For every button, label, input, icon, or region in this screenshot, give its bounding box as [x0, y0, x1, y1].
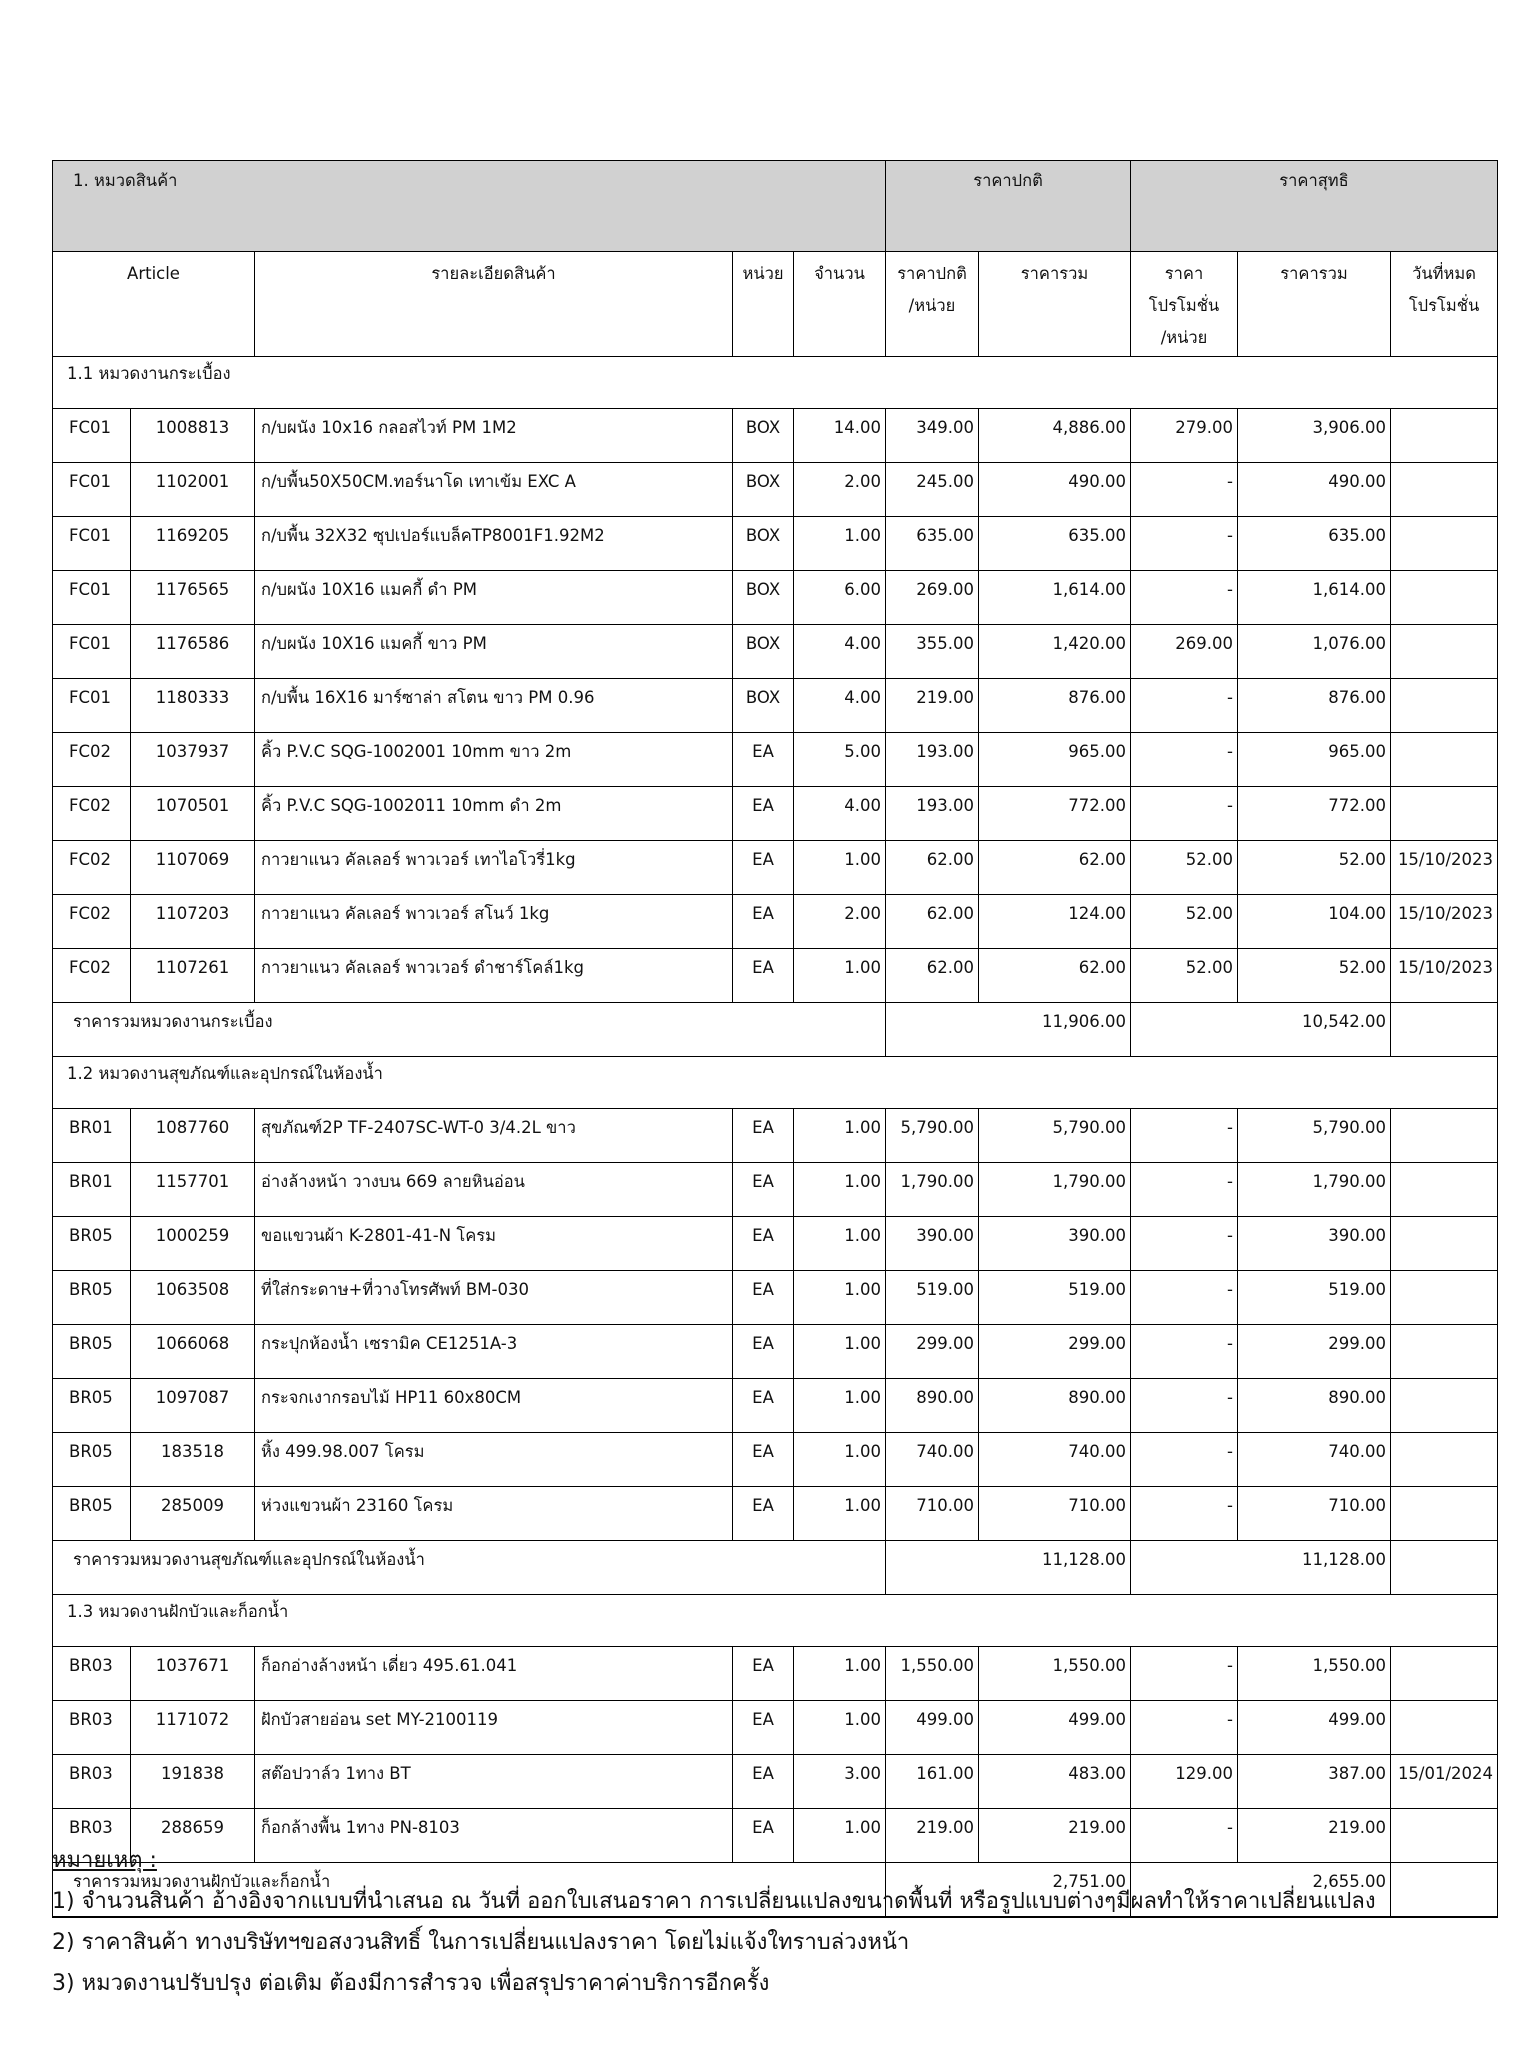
item-group-code: FC01 [53, 625, 131, 679]
note-line-1: 1) จำนวนสินค้า อ้างอิงจากแบบที่นำเสนอ ณ วันที่ ออกใบเสนอราคา การเปลี่ยนแปลงขนาดพื้นที่ หรือรูปแบบต่างๆมีผลทำให้ราคาเปลี่ยนแปลง [52, 1889, 1376, 1914]
item-unit: EA [733, 787, 794, 841]
item-unit-price: 62.00 [886, 895, 979, 949]
item-description: ก็อกอ่างล้างหน้า เดี่ยว 495.61.041 [255, 1647, 733, 1701]
item-promo-end [1391, 1271, 1498, 1325]
col-promo-price [1131, 252, 1238, 357]
item-total: 1,550.00 [979, 1647, 1131, 1701]
item-unit: EA [733, 1379, 794, 1433]
item-unit: EA [733, 1217, 794, 1271]
item-promo-price: 279.00 [1131, 409, 1238, 463]
item-total: 5,790.00 [979, 1109, 1131, 1163]
item-article: 1176565 [131, 571, 255, 625]
item-promo-end [1391, 1109, 1498, 1163]
item-promo-price: 52.00 [1131, 949, 1238, 1003]
col-promo-end-line1: วันที่หมด [1412, 264, 1476, 283]
item-promo-price: - [1131, 1217, 1238, 1271]
section-title: 1.1 หมวดงานกระเบื้อง [53, 357, 1498, 409]
item-unit: EA [733, 1647, 794, 1701]
item-unit-price: 161.00 [886, 1755, 979, 1809]
item-total: 499.00 [979, 1701, 1131, 1755]
item-quantity: 1.00 [794, 1379, 886, 1433]
table-row [53, 571, 1498, 625]
item-group-code: BR05 [53, 1271, 131, 1325]
item-description: อ่างล้างหน้า วางบน 669 ลายหินอ่อน [255, 1163, 733, 1217]
item-net-total: 490.00 [1238, 463, 1391, 517]
table-row [53, 463, 1498, 517]
subtotal-net: 10,542.00 [1131, 1003, 1391, 1057]
item-article: 285009 [131, 1487, 255, 1541]
item-unit: EA [733, 1487, 794, 1541]
item-net-total: 387.00 [1238, 1755, 1391, 1809]
item-unit-price: 519.00 [886, 1271, 979, 1325]
item-promo-end [1391, 409, 1498, 463]
item-promo-price: - [1131, 571, 1238, 625]
item-description: ก/บผนัง 10X16 แมคกี้ ดำ PM [255, 571, 733, 625]
table-row [53, 1487, 1498, 1541]
section-title: 1.3 หมวดงานฝักบัวและก็อกน้ำ [53, 1595, 1498, 1647]
table-row [53, 1379, 1498, 1433]
item-group-code: BR01 [53, 1109, 131, 1163]
item-unit-price: 890.00 [886, 1379, 979, 1433]
item-promo-price: 129.00 [1131, 1755, 1238, 1809]
item-unit: EA [733, 1325, 794, 1379]
item-net-total: 635.00 [1238, 517, 1391, 571]
item-promo-price: 52.00 [1131, 895, 1238, 949]
table-row [53, 733, 1498, 787]
item-total: 1,420.00 [979, 625, 1131, 679]
item-promo-end [1391, 1433, 1498, 1487]
item-unit-price: 740.00 [886, 1433, 979, 1487]
note-line-2: 2) ราคาสินค้า ทางบริษัทฯขอสงวนสิทธิ์ ในการเปลี่ยนแปลงราคา โดยไม่แจ้งใทราบล่วงหน้า [52, 1930, 910, 1955]
item-unit: EA [733, 1755, 794, 1809]
item-unit: EA [733, 1271, 794, 1325]
item-unit-price: 219.00 [886, 1809, 979, 1863]
net-price-group-header: ราคาสุทธิ [1131, 161, 1498, 252]
item-description: หิ้ง 499.98.007 โครม [255, 1433, 733, 1487]
item-group-code: FC02 [53, 733, 131, 787]
item-article: 1037671 [131, 1647, 255, 1701]
item-total: 890.00 [979, 1379, 1131, 1433]
item-article: 1176586 [131, 625, 255, 679]
table-row [53, 1271, 1498, 1325]
subtotal-net: 11,128.00 [1131, 1541, 1391, 1595]
item-description: กระจกเงากรอบไม้ HP11 60x80CM [255, 1379, 733, 1433]
item-group-code: BR05 [53, 1379, 131, 1433]
item-total: 219.00 [979, 1809, 1131, 1863]
item-quantity: 5.00 [794, 733, 886, 787]
item-unit: BOX [733, 409, 794, 463]
item-promo-price: - [1131, 1379, 1238, 1433]
item-group-code: FC01 [53, 409, 131, 463]
item-quantity: 6.00 [794, 571, 886, 625]
item-description: กาวยาแนว คัลเลอร์ พาวเวอร์ ดำชาร์โคล์1kg [255, 949, 733, 1003]
column-header-row [53, 252, 1498, 357]
table-row [53, 1217, 1498, 1271]
item-promo-end: 15/01/2024 [1391, 1755, 1498, 1809]
item-total: 390.00 [979, 1217, 1131, 1271]
item-unit: EA [733, 1163, 794, 1217]
quotation-sheet [52, 160, 1494, 1918]
item-article: 1000259 [131, 1217, 255, 1271]
col-quantity: จำนวน [794, 252, 886, 357]
item-total: 740.00 [979, 1433, 1131, 1487]
item-net-total: 1,614.00 [1238, 571, 1391, 625]
item-group-code: FC01 [53, 463, 131, 517]
item-promo-price: - [1131, 517, 1238, 571]
col-normal-unit-price [886, 252, 979, 357]
item-unit-price: 5,790.00 [886, 1109, 979, 1163]
item-promo-price: - [1131, 1271, 1238, 1325]
item-description: คิ้ว P.V.C SQG-1002011 10mm ดำ 2m [255, 787, 733, 841]
item-group-code: BR03 [53, 1755, 131, 1809]
item-net-total: 710.00 [1238, 1487, 1391, 1541]
item-description: ก/บผนัง 10X16 แมคกี้ ขาว PM [255, 625, 733, 679]
table-row [53, 787, 1498, 841]
item-quantity: 1.00 [794, 1701, 886, 1755]
col-promo-price-line2: โปรโมชั่น [1148, 296, 1220, 315]
quotation-table [52, 160, 1498, 1918]
subtotal-label: ราคารวมหมวดงานฝักบัวและก็อกน้ำ [53, 1863, 886, 1918]
item-promo-end [1391, 1379, 1498, 1433]
item-net-total: 519.00 [1238, 1271, 1391, 1325]
subtotal-normal: 2,751.00 [886, 1863, 1131, 1918]
item-total: 124.00 [979, 895, 1131, 949]
item-article: 1008813 [131, 409, 255, 463]
item-quantity: 3.00 [794, 1755, 886, 1809]
subtotal-row [53, 1541, 1498, 1595]
table-row [53, 841, 1498, 895]
item-net-total: 890.00 [1238, 1379, 1391, 1433]
item-description: ฝักบัวสายอ่อน set MY-2100119 [255, 1701, 733, 1755]
item-promo-price: - [1131, 1647, 1238, 1701]
item-net-total: 740.00 [1238, 1433, 1391, 1487]
item-unit: EA [733, 1433, 794, 1487]
item-net-total: 1,550.00 [1238, 1647, 1391, 1701]
section-title: 1.2 หมวดงานสุขภัณฑ์และอุปกรณ์ในห้องน้ำ [53, 1057, 1498, 1109]
quotation-table-body [53, 161, 1498, 1918]
item-article: 1180333 [131, 679, 255, 733]
item-group-code: BR01 [53, 1163, 131, 1217]
item-description: คิ้ว P.V.C SQG-1002001 10mm ขาว 2m [255, 733, 733, 787]
item-quantity: 14.00 [794, 409, 886, 463]
item-quantity: 1.00 [794, 1487, 886, 1541]
item-net-total: 876.00 [1238, 679, 1391, 733]
item-description: ที่ใส่กระดาษ+ที่วางโทรศัพท์ BM-030 [255, 1271, 733, 1325]
item-net-total: 390.00 [1238, 1217, 1391, 1271]
item-unit-price: 349.00 [886, 409, 979, 463]
item-unit: EA [733, 1701, 794, 1755]
item-unit-price: 62.00 [886, 949, 979, 1003]
table-row [53, 517, 1498, 571]
item-group-code: BR05 [53, 1217, 131, 1271]
item-unit: EA [733, 949, 794, 1003]
item-promo-end: 15/10/2023 [1391, 841, 1498, 895]
item-promo-end [1391, 517, 1498, 571]
item-promo-price: - [1131, 1433, 1238, 1487]
col-promo-end-line2: โปรโมชั่น [1408, 296, 1480, 315]
item-unit-price: 245.00 [886, 463, 979, 517]
item-total: 772.00 [979, 787, 1131, 841]
notes-title: หมายเหตุ : [52, 1848, 157, 1873]
item-description: กาวยาแนว คัลเลอร์ พาวเวอร์ สโนว์ 1kg [255, 895, 733, 949]
item-net-total: 772.00 [1238, 787, 1391, 841]
item-article: 1066068 [131, 1325, 255, 1379]
item-description: ขอแขวนผ้า K-2801-41-N โครม [255, 1217, 733, 1271]
item-promo-end: 15/10/2023 [1391, 949, 1498, 1003]
table-row [53, 679, 1498, 733]
item-group-code: BR03 [53, 1647, 131, 1701]
item-net-total: 219.00 [1238, 1809, 1391, 1863]
item-description: ก/บผนัง 10x16 กลอสไวท์ PM 1M2 [255, 409, 733, 463]
item-unit: BOX [733, 625, 794, 679]
normal-price-group-header: ราคาปกติ [886, 161, 1131, 252]
category-title: 1. หมวดสินค้า [53, 161, 886, 252]
item-total: 483.00 [979, 1755, 1131, 1809]
item-promo-price: - [1131, 787, 1238, 841]
item-unit: EA [733, 1109, 794, 1163]
item-net-total: 52.00 [1238, 949, 1391, 1003]
table-row [53, 1433, 1498, 1487]
item-group-code: BR05 [53, 1487, 131, 1541]
note-line-3: 3) หมวดงานปรับปรุง ต่อเติม ต้องมีการสำรวจ เพื่อสรุปราคาค่าบริการอีกครั้ง [52, 1971, 770, 1996]
item-promo-end [1391, 463, 1498, 517]
item-quantity: 1.00 [794, 841, 886, 895]
item-promo-end: 15/10/2023 [1391, 895, 1498, 949]
item-unit-price: 355.00 [886, 625, 979, 679]
item-description: ก/บพื้น50X50CM.ทอร์นาโด เทาเข้ม EXC A [255, 463, 733, 517]
item-promo-end [1391, 1647, 1498, 1701]
table-row [53, 625, 1498, 679]
item-article: 288659 [131, 1809, 255, 1863]
item-unit-price: 193.00 [886, 733, 979, 787]
item-article: 1169205 [131, 517, 255, 571]
item-quantity: 2.00 [794, 463, 886, 517]
item-promo-end [1391, 1487, 1498, 1541]
col-unit: หน่วย [733, 252, 794, 357]
item-group-code: FC02 [53, 841, 131, 895]
item-total: 62.00 [979, 949, 1131, 1003]
item-unit-price: 499.00 [886, 1701, 979, 1755]
item-promo-end [1391, 1217, 1498, 1271]
col-description: รายละเอียดสินค้า [255, 252, 733, 357]
item-net-total: 52.00 [1238, 841, 1391, 895]
item-promo-price: - [1131, 679, 1238, 733]
item-group-code: FC02 [53, 949, 131, 1003]
subtotal-blank [1391, 1541, 1498, 1595]
table-row [53, 1701, 1498, 1755]
item-total: 876.00 [979, 679, 1131, 733]
item-quantity: 1.00 [794, 1647, 886, 1701]
item-article: 1107203 [131, 895, 255, 949]
subtotal-label: ราคารวมหมวดงานสุขภัณฑ์และอุปกรณ์ในห้องน้ำ [53, 1541, 886, 1595]
table-row [53, 1755, 1498, 1809]
item-group-code: BR03 [53, 1701, 131, 1755]
item-promo-end [1391, 679, 1498, 733]
item-article: 1171072 [131, 1701, 255, 1755]
item-quantity: 2.00 [794, 895, 886, 949]
item-total: 710.00 [979, 1487, 1131, 1541]
item-unit-price: 1,790.00 [886, 1163, 979, 1217]
item-article: 183518 [131, 1433, 255, 1487]
item-net-total: 104.00 [1238, 895, 1391, 949]
col-article: Article [53, 252, 255, 357]
item-promo-price: - [1131, 1701, 1238, 1755]
item-net-total: 965.00 [1238, 733, 1391, 787]
item-promo-end [1391, 1163, 1498, 1217]
item-unit-price: 219.00 [886, 679, 979, 733]
item-description: กระปุกห้องน้ำ เซรามิค CE1251A-3 [255, 1325, 733, 1379]
col-promo-price-line1: ราคา [1164, 264, 1204, 283]
item-total: 635.00 [979, 517, 1131, 571]
item-promo-price: - [1131, 733, 1238, 787]
item-total: 965.00 [979, 733, 1131, 787]
item-unit-price: 635.00 [886, 517, 979, 571]
item-group-code: BR05 [53, 1433, 131, 1487]
col-normal-unit-price-line1: ราคาปกติ [897, 264, 967, 283]
item-unit-price: 62.00 [886, 841, 979, 895]
item-group-code: FC02 [53, 787, 131, 841]
item-net-total: 299.00 [1238, 1325, 1391, 1379]
item-net-total: 1,790.00 [1238, 1163, 1391, 1217]
item-article: 1070501 [131, 787, 255, 841]
item-total: 519.00 [979, 1271, 1131, 1325]
col-normal-total: ราคารวม [979, 252, 1131, 357]
item-quantity: 4.00 [794, 625, 886, 679]
item-unit: BOX [733, 679, 794, 733]
section-header-row [53, 1595, 1498, 1647]
item-total: 299.00 [979, 1325, 1131, 1379]
item-unit-price: 299.00 [886, 1325, 979, 1379]
item-promo-price: - [1131, 1325, 1238, 1379]
item-group-code: BR03 [53, 1809, 131, 1863]
col-net-total: ราคารวม [1238, 252, 1391, 357]
item-unit: EA [733, 733, 794, 787]
item-description: สต๊อปวาล์ว 1ทาง BT [255, 1755, 733, 1809]
item-article: 1087760 [131, 1109, 255, 1163]
item-quantity: 1.00 [794, 1809, 886, 1863]
item-promo-price: - [1131, 1809, 1238, 1863]
notes-block [52, 1840, 1492, 2004]
item-quantity: 1.00 [794, 949, 886, 1003]
item-quantity: 1.00 [794, 1433, 886, 1487]
item-total: 490.00 [979, 463, 1131, 517]
item-unit: BOX [733, 517, 794, 571]
item-total: 1,790.00 [979, 1163, 1131, 1217]
item-quantity: 1.00 [794, 1325, 886, 1379]
item-group-code: FC01 [53, 679, 131, 733]
item-description: ก/บพื้น 16X16 มาร์ซาล่า สโตน ขาว PM 0.96 [255, 679, 733, 733]
category-header-row [53, 161, 1498, 252]
item-quantity: 1.00 [794, 1217, 886, 1271]
item-quantity: 1.00 [794, 1163, 886, 1217]
item-unit-price: 193.00 [886, 787, 979, 841]
subtotal-normal: 11,906.00 [886, 1003, 1131, 1057]
item-quantity: 4.00 [794, 679, 886, 733]
item-promo-price: - [1131, 463, 1238, 517]
item-promo-price: - [1131, 1163, 1238, 1217]
table-row [53, 1647, 1498, 1701]
item-unit: BOX [733, 463, 794, 517]
item-group-code: FC02 [53, 895, 131, 949]
section-header-row [53, 1057, 1498, 1109]
item-group-code: BR05 [53, 1325, 131, 1379]
item-total: 62.00 [979, 841, 1131, 895]
item-article: 1157701 [131, 1163, 255, 1217]
table-row [53, 949, 1498, 1003]
item-promo-price: - [1131, 1109, 1238, 1163]
item-unit-price: 1,550.00 [886, 1647, 979, 1701]
item-promo-end [1391, 1325, 1498, 1379]
item-promo-price: 269.00 [1131, 625, 1238, 679]
item-description: ก/บพื้น 32X32 ซุปเปอร์แบล็คTP8001F1.92M2 [255, 517, 733, 571]
item-net-total: 5,790.00 [1238, 1109, 1391, 1163]
item-total: 1,614.00 [979, 571, 1131, 625]
item-unit: EA [733, 841, 794, 895]
item-total: 4,886.00 [979, 409, 1131, 463]
item-unit-price: 269.00 [886, 571, 979, 625]
item-article: 1107069 [131, 841, 255, 895]
item-article: 1097087 [131, 1379, 255, 1433]
item-net-total: 3,906.00 [1238, 409, 1391, 463]
subtotal-row [53, 1003, 1498, 1057]
item-unit-price: 710.00 [886, 1487, 979, 1541]
col-promo-end [1391, 252, 1498, 357]
item-article: 1037937 [131, 733, 255, 787]
item-unit: EA [733, 1809, 794, 1863]
table-row [53, 1325, 1498, 1379]
item-promo-end [1391, 625, 1498, 679]
item-description: ก็อกล้างพื้น 1ทาง PN-8103 [255, 1809, 733, 1863]
item-article: 191838 [131, 1755, 255, 1809]
item-group-code: FC01 [53, 517, 131, 571]
item-group-code: FC01 [53, 571, 131, 625]
item-net-total: 1,076.00 [1238, 625, 1391, 679]
item-promo-end [1391, 1701, 1498, 1755]
subtotal-normal: 11,128.00 [886, 1541, 1131, 1595]
table-row [53, 1163, 1498, 1217]
table-row [53, 1109, 1498, 1163]
table-row [53, 409, 1498, 463]
subtotal-label: ราคารวมหมวดงานกระเบื้อง [53, 1003, 886, 1057]
table-row [53, 895, 1498, 949]
subtotal-blank [1391, 1003, 1498, 1057]
item-unit-price: 390.00 [886, 1217, 979, 1271]
subtotal-net: 2,655.00 [1131, 1863, 1391, 1918]
col-promo-price-line3: /หน่วย [1160, 328, 1208, 347]
section-header-row [53, 357, 1498, 409]
item-promo-end [1391, 787, 1498, 841]
item-unit: EA [733, 895, 794, 949]
item-promo-end [1391, 733, 1498, 787]
item-quantity: 4.00 [794, 787, 886, 841]
item-net-total: 499.00 [1238, 1701, 1391, 1755]
item-quantity: 1.00 [794, 1271, 886, 1325]
col-normal-unit-price-line2: /หน่วย [908, 296, 956, 315]
item-quantity: 1.00 [794, 517, 886, 571]
item-article: 1107261 [131, 949, 255, 1003]
item-quantity: 1.00 [794, 1109, 886, 1163]
item-article: 1102001 [131, 463, 255, 517]
item-description: กาวยาแนว คัลเลอร์ พาวเวอร์ เทาไอโวรี่1kg [255, 841, 733, 895]
item-article: 1063508 [131, 1271, 255, 1325]
item-description: สุขภัณฑ์2P TF-2407SC-WT-0 3/4.2L ขาว [255, 1109, 733, 1163]
item-promo-end [1391, 571, 1498, 625]
item-promo-price: 52.00 [1131, 841, 1238, 895]
item-promo-price: - [1131, 1487, 1238, 1541]
item-description: ห่วงแขวนผ้า 23160 โครม [255, 1487, 733, 1541]
item-unit: BOX [733, 571, 794, 625]
